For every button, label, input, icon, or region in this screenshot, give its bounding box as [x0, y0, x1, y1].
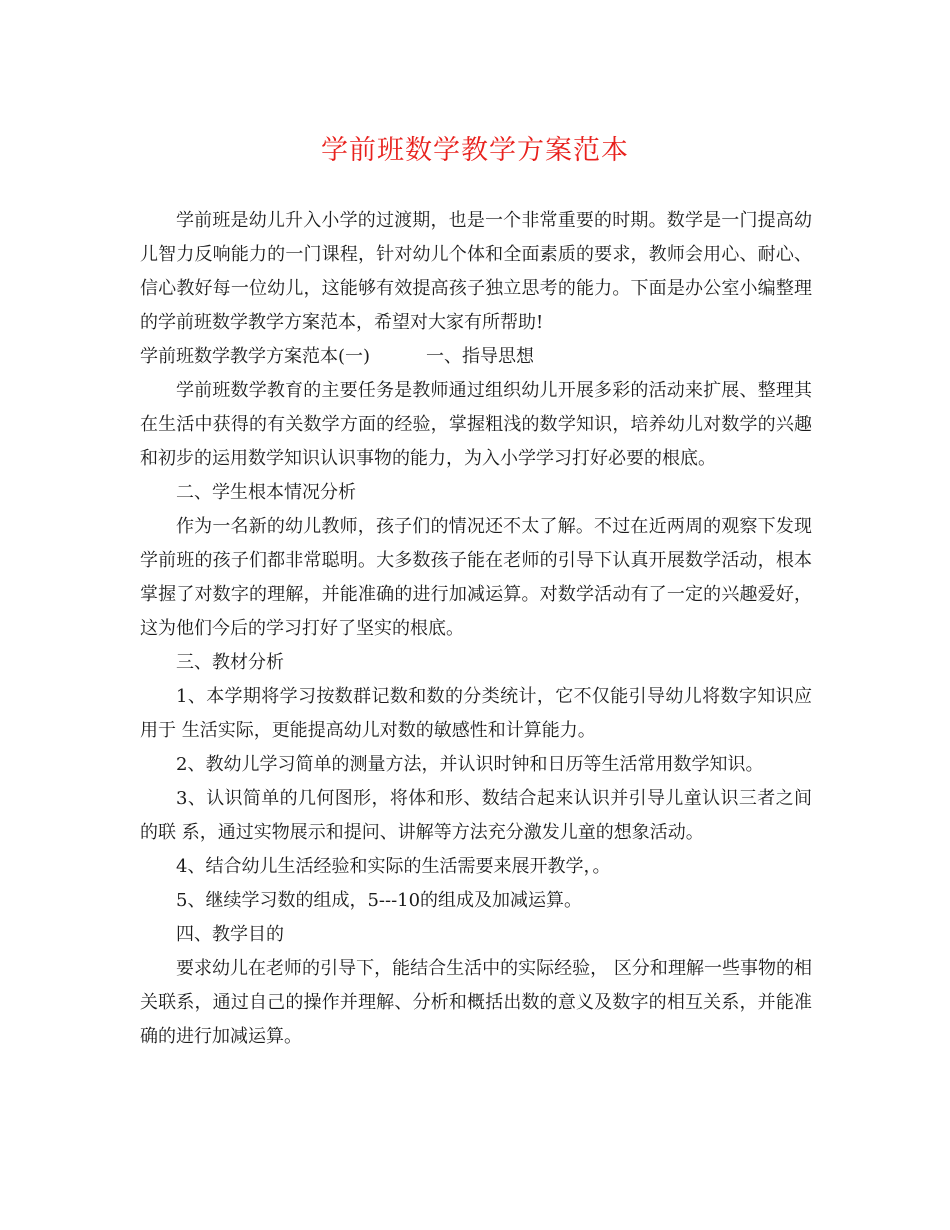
- section-line: [140, 340, 812, 374]
- heading-student-analysis: 二、学生根本情况分析: [176, 482, 356, 503]
- list-item-3: 3、认识简单的几何图形，将体和形、数结合起来认识并引导儿童认识三者之间的联 系，通过实物展示和提问、讲解等方法充分激发儿童的想象活动。: [140, 788, 812, 843]
- document-title: 学前班数学教学方案范本: [321, 135, 629, 166]
- intro-paragraph: 学前班是幼儿升入小学的过渡期，也是一个非常重要的时期。数学是一门提高幼儿智力反响能力的一门课程，针对幼儿个体和全面素质的要求，教师会用心、耐心、信心教好每一位幼儿，这能够有效提高孩子独立思考的能力。下面是办公室小编整理的学前班数学教学方案范本，希望对大家有所帮助!: [140, 210, 812, 333]
- list-item-2: 2、教幼儿学习简单的测量方法，并认识时钟和日历等生活常用数学知识。: [176, 754, 764, 775]
- list-item-5: 5、继续学习数的组成，5---10的组成及加减运算。: [176, 890, 583, 911]
- heading-material-analysis: 三、教材分析: [176, 652, 284, 673]
- list-item-1: 1、本学期将学习按数群记数和数的分类统计，它不仅能引导幼儿将数字知识应用于 生活实际，更能提高幼儿对数的敏感性和计算能力。: [140, 686, 812, 741]
- paragraph-student-analysis: 作为一名新的幼儿教师，孩子们的情况还不太了解。不过在近两周的观察下发现学前班的孩子们都非常聪明。大多数孩子能在老师的引导下认真开展数学活动，根本掌握了对数字的理解，并能准确的进行加减运算。对数学活动有了一定的兴趣爱好，这为他们今后的学习打好了坚实的根底。: [140, 516, 812, 639]
- list-item-4: 4、结合幼儿生活经验和实际的生活需要来展开教学，。: [176, 856, 611, 877]
- section-title: 学前班数学教学方案范本(一): [140, 346, 371, 367]
- heading-teaching-goal: 四、教学目的: [176, 924, 284, 945]
- paragraph-teaching-goal: 要求幼儿在老师的引导下，能结合生活中的实际经验， 区分和理解一些事物的相关联系，通过自己的操作并理解、分析和概括出数的意义及数字的相互关系，并能准确的进行加减运算。: [140, 958, 812, 1047]
- paragraph-guiding-thought: 学前班数学教育的主要任务是教师通过组织幼儿开展多彩的活动来扩展、整理其在生活中获得的有关数学方面的经验，掌握粗浅的数学知识，培养幼儿对数学的兴趣和初步的运用数学知识认识事物的能力，为入小学学习打好必要的根底。: [140, 380, 812, 469]
- document-body: [140, 204, 812, 1054]
- heading-guiding-thought: 一、指导思想: [426, 346, 535, 367]
